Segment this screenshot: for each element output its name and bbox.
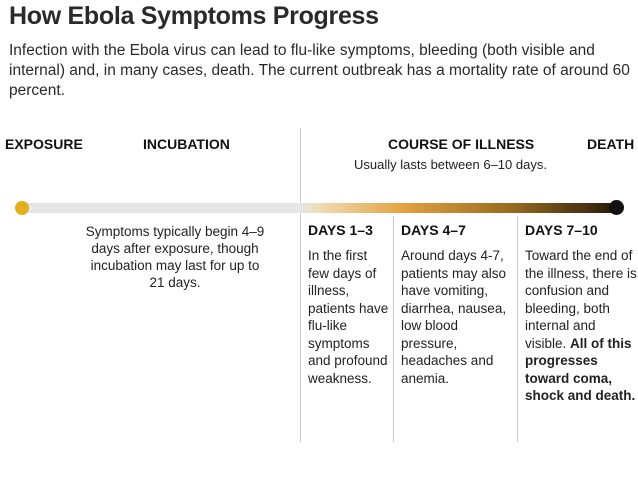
stage-label-course-of-illness: COURSE OF ILLNESS <box>388 136 535 152</box>
death-dot <box>609 200 624 215</box>
timeline-bar <box>21 203 617 213</box>
divider-days-4-7 <box>517 216 518 442</box>
days-1-3-heading: DAYS 1–3 <box>308 222 373 238</box>
exposure-dot <box>15 201 29 215</box>
days-1-3-description: In the first few days of illness, patients have flu-like symptoms and profound weakness. <box>308 248 389 386</box>
days-4-7-heading: DAYS 4–7 <box>401 222 466 238</box>
days-7-10-outcome: All of this progresses toward coma, shock and death. <box>525 335 636 403</box>
divider-days-1-3 <box>393 216 394 442</box>
days-4-7-description: Around days 4-7, patients may also have vomiting, diarrhea, nausea, low blood pressure, headaches and anemia. <box>401 248 507 386</box>
stage-label-exposure: EXPOSURE <box>5 136 83 152</box>
stage-label-death: DEATH <box>587 136 635 152</box>
days-7-10-description: Toward the end of the illness, there is confusion and bleeding, both internal and visible. <box>525 248 637 351</box>
divider-incubation-course <box>300 128 301 442</box>
days-7-10-description-block <box>525 247 638 405</box>
intro-text: Infection with the Ebola virus can lead to flu-like symptoms, bleeding (both visible and internal) and, in many cases, death. The current outbreak has a mortality rate of around 60 percent. <box>9 42 630 99</box>
course-duration-note: Usually lasts between 6–10 days. <box>354 157 547 172</box>
page-title: How Ebola Symptoms Progress <box>9 2 379 30</box>
incubation-description: Symptoms typically begin 4–9 days after exposure, though incubation may last for up to 21 days. <box>85 224 265 290</box>
days-7-10-heading: DAYS 7–10 <box>525 222 598 238</box>
stage-label-incubation: INCUBATION <box>143 136 230 152</box>
